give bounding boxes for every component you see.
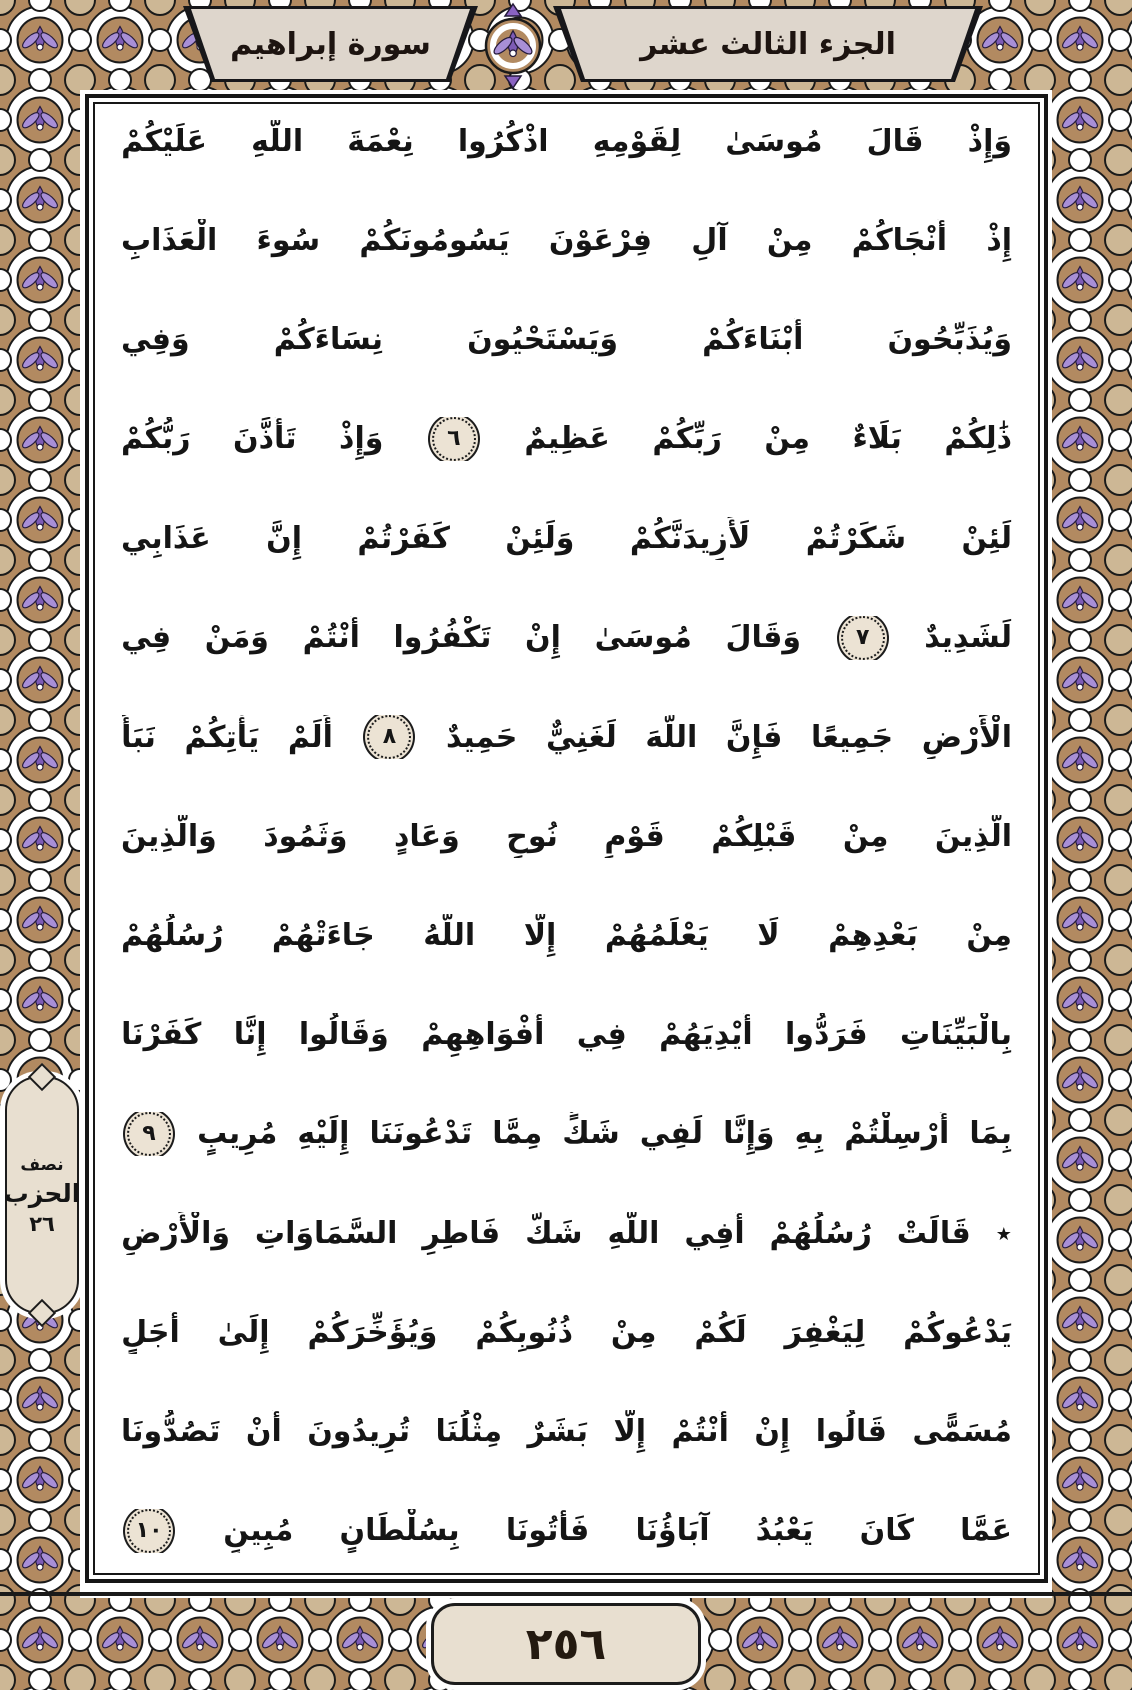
quran-word: وَفِي xyxy=(121,322,190,358)
quran-word: مِمَّا xyxy=(492,1116,543,1152)
quran-word: وَالَّذِينَ xyxy=(121,818,217,854)
border-strip-right xyxy=(1052,0,1132,1690)
quran-word: رَبُّكُمْ xyxy=(121,421,191,457)
quran-word: وَيَسْتَحْيُونَ xyxy=(467,322,619,358)
quran-word: بِالْبَيِّنَاتِ xyxy=(900,1017,1012,1053)
quran-word: تُرِيدُونَ xyxy=(307,1413,410,1449)
quran-word: رَبِّكُمْ xyxy=(652,421,722,457)
verse-number-medallion xyxy=(127,1509,171,1553)
quran-word: الَّذِينَ xyxy=(934,818,1012,854)
quran-word: يَدْعُوكُمْ xyxy=(903,1314,1012,1350)
quran-word: وَإِذْ xyxy=(967,124,1012,159)
quran-word: حَمِيدٌ xyxy=(446,719,518,755)
quran-word: آبَاؤُنَا xyxy=(635,1513,710,1549)
quran-word: السَّمَاوَاتِ xyxy=(254,1215,398,1251)
quran-line-10 xyxy=(121,1013,1012,1057)
verse-number: ١٠ xyxy=(135,1517,163,1543)
quran-word: فِي xyxy=(121,620,172,656)
quran-word: كَفَرْنَا xyxy=(121,1017,202,1053)
quran-word: لَفِي xyxy=(639,1116,704,1152)
quran-word: فَاطِرِ xyxy=(422,1215,501,1251)
quran-word: ذَٰلِكُمْ xyxy=(944,421,1012,457)
hizb-word-hizb: الحزب xyxy=(3,1178,81,1208)
quran-word: إِنْ xyxy=(525,620,561,656)
border-strip-left xyxy=(0,0,80,1690)
quran-word: وَقَالُوا xyxy=(298,1017,389,1053)
quran-word: بَعْدِهِمْ xyxy=(828,918,918,953)
quran-word: مِنْ xyxy=(766,223,813,259)
quran-word: أَنْجَاكُمْ xyxy=(851,223,948,259)
quran-word: مِنْ xyxy=(966,918,1012,953)
page-number: ٢٥٦ xyxy=(525,1618,607,1670)
quran-word: تَأَذَّنَ xyxy=(233,421,297,457)
quran-lines xyxy=(95,104,1038,1573)
bottom-rule xyxy=(0,1592,1132,1596)
verse-number: ٩ xyxy=(142,1121,156,1147)
header-band xyxy=(0,0,1132,92)
quran-word: أَنْتُمْ xyxy=(302,620,360,656)
quran-word: نِسَاءَكُمْ xyxy=(273,322,384,358)
hizb-number: ٢٦ xyxy=(29,1211,55,1236)
quran-word: اللَّهَ xyxy=(645,719,698,755)
quran-word: قَالُوا xyxy=(815,1413,887,1449)
quran-word: لَأَزِيدَنَّكُمْ xyxy=(629,520,751,556)
quran-word: قَبْلِكُمْ xyxy=(711,818,797,854)
quran-word: أَيْدِيَهُمْ xyxy=(659,1017,753,1053)
quran-word: لَشَدِيدٌ xyxy=(924,620,1012,656)
quran-word: مُوسَىٰ xyxy=(594,620,692,656)
juz-title-panel xyxy=(553,6,983,82)
quran-word: إِنْ xyxy=(754,1413,791,1449)
quran-word: أُرْسِلْتُمْ xyxy=(844,1116,950,1152)
page-number-cartouche xyxy=(431,1603,701,1685)
quran-word: إِنَّ xyxy=(266,520,303,556)
quran-word: كَانَ xyxy=(859,1513,914,1549)
quran-word: أَفِي xyxy=(684,1215,745,1251)
quran-word: لِيَغْفِرَ xyxy=(784,1314,866,1350)
quran-word: رُسُلُهُمْ xyxy=(121,918,224,953)
quran-word: إِلَيْهِ xyxy=(297,1116,350,1152)
quran-word: أَلَمْ xyxy=(287,719,333,755)
quran-word: مِنْ xyxy=(764,421,810,457)
quran-line-11 xyxy=(121,1112,1012,1156)
quran-line-2 xyxy=(121,219,1012,263)
quran-word: اللَّهِ xyxy=(607,1215,660,1251)
quran-word: أَنْتُمْ xyxy=(671,1413,729,1449)
quran-word: بَشَرٌ xyxy=(527,1413,588,1449)
quran-word: فَرَدُّوا xyxy=(785,1017,868,1053)
quran-word: فَأْتُونَا xyxy=(505,1513,590,1549)
quran-word: يَسُومُونَكُمْ xyxy=(359,223,510,259)
quran-word: إِذْ xyxy=(986,223,1012,259)
quran-word: جَمِيعًا xyxy=(810,719,894,755)
quran-line-14 xyxy=(121,1410,1012,1454)
finial-top xyxy=(505,4,521,16)
quran-line-5 xyxy=(121,517,1012,561)
quran-word: عَلَيْكُمْ xyxy=(121,124,208,159)
quran-word: أَبْنَاءَكُمْ xyxy=(702,322,804,358)
quran-word: اللَّهُ xyxy=(423,918,476,953)
quran-line-6 xyxy=(121,616,1012,660)
quran-word: وَلَئِنْ xyxy=(505,520,575,556)
quran-word: إِلَىٰ xyxy=(217,1314,270,1350)
quran-line-9 xyxy=(121,914,1012,958)
quran-word: وَقَالَ xyxy=(725,620,802,656)
quran-line-12 xyxy=(121,1212,1012,1256)
quran-word: الْأَرْضِ xyxy=(921,719,1012,755)
verse-number-medallion xyxy=(841,616,885,660)
quran-word: عَمَّا xyxy=(960,1513,1012,1549)
quran-word: وَإِذْ xyxy=(339,421,384,457)
quran-word: قَوْمِ xyxy=(604,818,665,854)
quran-word: مُبِينٍ xyxy=(223,1513,294,1549)
quran-word: جَاءَتْهُمْ xyxy=(271,918,375,953)
quran-word: نَبَأُ xyxy=(121,719,156,755)
quran-line-8 xyxy=(121,815,1012,859)
quran-word: تَدْعُونَنَا xyxy=(369,1116,473,1152)
quran-word: قَالَ xyxy=(866,124,924,159)
quran-word: وَيُذَبِّحُونَ xyxy=(887,322,1012,358)
quran-word: إِلَّا xyxy=(523,918,557,953)
quran-word: كَفَرْتُمْ xyxy=(357,520,450,556)
quran-word: وَعَادٍ xyxy=(393,818,460,854)
verse-number: ٨ xyxy=(382,724,397,750)
quran-word: يَعْبُدُ xyxy=(755,1513,814,1549)
quran-word: رُسُلُهُمْ xyxy=(769,1215,872,1251)
quran-word: وَمَنْ xyxy=(204,620,269,656)
verse-number-medallion xyxy=(127,1112,171,1156)
quran-word: فِرْعَوْنَ xyxy=(548,223,653,259)
quran-word: أَجَلٍ xyxy=(121,1314,180,1350)
verse-number: ٧ xyxy=(855,624,870,650)
quran-word: وَيُؤَخِّرَكُمْ xyxy=(307,1314,438,1350)
text-frame-inner xyxy=(93,102,1040,1575)
quran-word: إِنَّا xyxy=(233,1017,267,1053)
quran-line-13 xyxy=(121,1311,1012,1355)
quran-word: مِثْلُنَا xyxy=(435,1413,503,1449)
quran-word: وَإِنَّا xyxy=(723,1116,775,1152)
quran-word: اللَّهِ xyxy=(251,124,304,159)
quran-word: إِلَّا xyxy=(613,1413,647,1449)
hizb-marker xyxy=(5,1076,79,1314)
quran-line-7 xyxy=(121,715,1012,759)
quran-word: وَثَمُودَ xyxy=(263,818,348,854)
quran-word: شَكٍّ xyxy=(562,1116,620,1152)
quran-word: ٭ xyxy=(995,1215,1012,1251)
quran-word: شَكَرْتُمْ xyxy=(805,520,907,556)
quran-line-4 xyxy=(121,417,1012,461)
quran-word: فَإِنَّ xyxy=(725,719,783,755)
quran-word: آلِ xyxy=(691,223,728,259)
quran-word: تَكْفُرُوا xyxy=(393,620,492,656)
quran-word: يَأْتِكُمْ xyxy=(184,719,260,755)
hizb-word-nisf: نصف xyxy=(20,1154,64,1175)
finial-bottom xyxy=(505,76,521,88)
verse-number: ٦ xyxy=(447,426,461,452)
quran-word: عَظِيمٌ xyxy=(524,421,610,457)
quran-word: فِي xyxy=(576,1017,627,1053)
quran-line-15 xyxy=(121,1509,1012,1553)
quran-word: مُسَمًّى xyxy=(912,1413,1012,1449)
quran-word: ذُنُوبِكُمْ xyxy=(475,1314,574,1350)
quran-word: سُوءَ xyxy=(256,223,321,259)
quran-word: قَالَتْ xyxy=(896,1215,971,1251)
verse-number-medallion xyxy=(432,417,476,461)
quran-word: بِهِ xyxy=(794,1116,825,1152)
quran-word: يَعْلَمُهُمْ xyxy=(604,918,709,953)
quran-word: أَنْ xyxy=(245,1413,282,1449)
quran-word: بِسُلْطَانٍ xyxy=(339,1513,460,1549)
quran-word: وَالْأَرْضِ xyxy=(121,1215,231,1251)
quran-word: نِعْمَةَ xyxy=(347,124,414,159)
quran-word: بَلَاءٌ xyxy=(852,421,902,457)
verse-number-medallion xyxy=(367,715,411,759)
quran-word: تَصُدُّونَا xyxy=(121,1413,221,1449)
surah-title: سورة إبراهيم xyxy=(230,26,431,62)
quran-word: مُوسَىٰ xyxy=(725,124,823,159)
quran-line-1 xyxy=(121,120,1012,164)
quran-word: اذْكُرُوا xyxy=(457,124,549,159)
header-center-ornament xyxy=(481,2,545,90)
quran-word: لَكُمْ xyxy=(694,1314,747,1350)
quran-word: لَا xyxy=(757,918,780,953)
surah-title-panel xyxy=(183,6,478,82)
quran-word: أَفْوَاهِهِمْ xyxy=(421,1017,545,1053)
quran-word: عَذَابِي xyxy=(121,520,211,556)
quran-word: مِنْ xyxy=(610,1314,657,1350)
quran-line-3 xyxy=(121,318,1012,362)
quran-word: لَئِنْ xyxy=(961,520,1012,556)
quran-word: الْعَذَابِ xyxy=(121,223,218,259)
quran-word: لِقَوْمِهِ xyxy=(592,124,682,159)
text-frame xyxy=(85,94,1048,1583)
quran-word: مُرِيبٍ xyxy=(197,1116,278,1152)
quran-word: بِمَا xyxy=(969,1116,1012,1152)
quran-word: مِنْ xyxy=(842,818,889,854)
quran-word: نُوحٍ xyxy=(506,818,558,854)
juz-title: الجزء الثالث عشر xyxy=(640,26,896,62)
quran-word: شَكٌّ xyxy=(525,1215,583,1251)
quran-word: لَغَنِيٌّ xyxy=(545,719,617,755)
